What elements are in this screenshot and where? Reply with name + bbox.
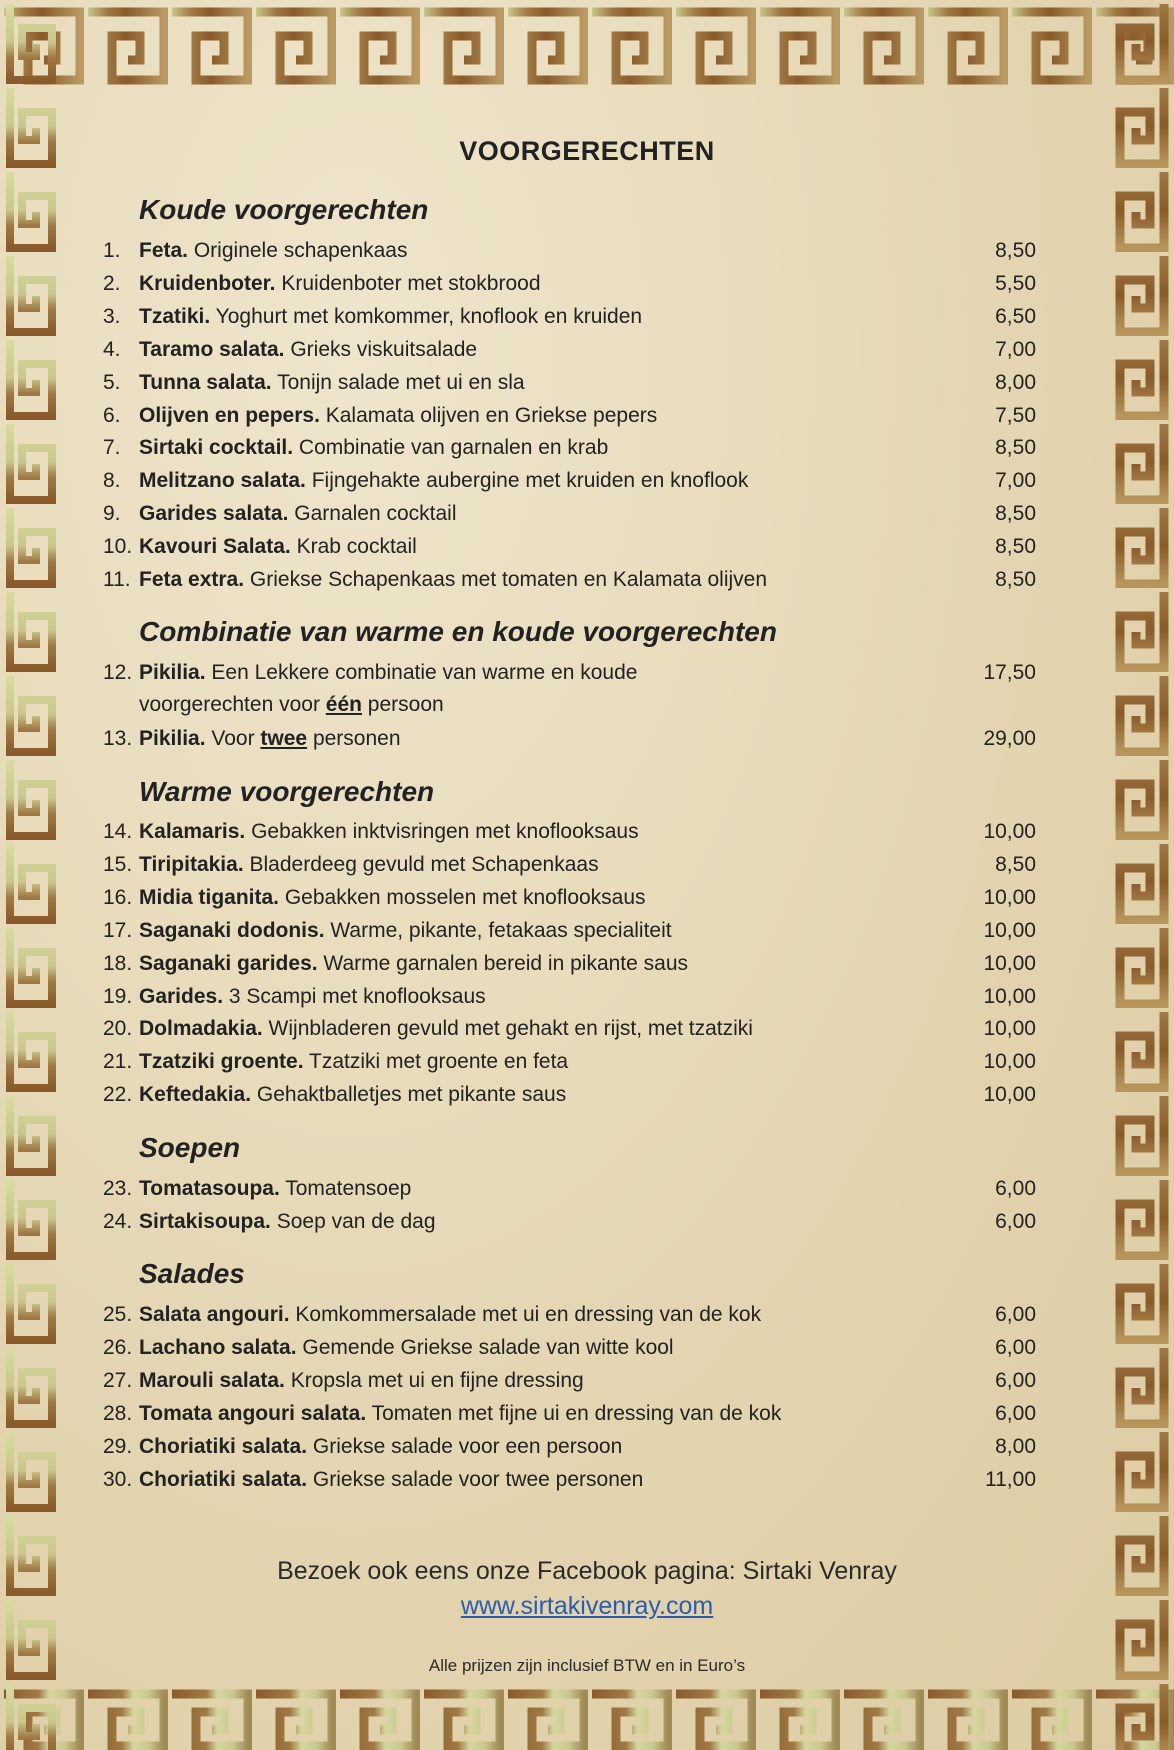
item-description: Fijngehakte aubergine met kruiden en knoflook (305, 469, 749, 493)
item-name: Garides salata. (139, 502, 289, 526)
item-number: 28. (103, 1401, 133, 1425)
item-name: Tomata angouri salata. (139, 1401, 367, 1425)
item-number: 18. (103, 951, 133, 975)
item-price: 10,00 (983, 1017, 1036, 1041)
item-description: Grieks viskuitsalade (284, 337, 478, 361)
menu-item (103, 334, 1036, 366)
item-description: Yoghurt met komkommer, knoflook en kruiden (210, 304, 643, 328)
item-description: Een Lekkere combinatie van warme en koude (205, 661, 638, 684)
item-price: 11,00 (985, 1467, 1036, 1491)
item-description: Tzatziki met groente en feta (303, 1050, 569, 1074)
item-description: Kropsla met ui en fijne dressing (284, 1368, 584, 1392)
menu-item (103, 1206, 1036, 1238)
item-number: 15. (103, 852, 133, 876)
menu-item (103, 915, 1036, 947)
section-heading-combinatie: Combinatie van warme en koude voorgerechten (139, 616, 777, 647)
item-name: Lachano salata. (139, 1335, 297, 1359)
item-price: 10,00 (983, 820, 1036, 843)
item-price: 8,50 (995, 852, 1036, 876)
item-price: 8,50 (995, 535, 1036, 559)
section-heading-koude: Koude voorgerechten (139, 194, 429, 225)
item-name: Saganaki garides. (139, 951, 318, 975)
item-price: 29,00 (983, 727, 1036, 750)
item-price: 5,50 (995, 271, 1036, 295)
menu-item (103, 1173, 1036, 1205)
item-number: 30. (103, 1467, 133, 1491)
item-name: Choriatiki salata. (139, 1467, 308, 1491)
item-number: 10. (103, 535, 133, 559)
menu-item (103, 981, 1036, 1013)
item-price: 10,00 (983, 918, 1036, 942)
item-description: Originele schapenkaas (188, 239, 408, 262)
menu-item (103, 531, 1036, 563)
item-number: 4. (103, 337, 121, 361)
item-price: 8,50 (995, 436, 1036, 460)
menu-item (103, 948, 1036, 980)
menu-item (103, 1046, 1036, 1078)
item-name: Olijven en pepers. (139, 403, 320, 427)
item-name: Garides. (139, 984, 224, 1008)
menu-item (103, 657, 1036, 721)
item-number: 12. (103, 661, 133, 684)
price-note: Alle prijzen zijn inclusief BTW en in Euro’s (428, 1656, 746, 1675)
item-number: 7. (103, 436, 121, 460)
menu-item (103, 432, 1036, 464)
item-description: Gehaktballetjes met pikante saus (251, 1083, 567, 1107)
menu-item (103, 1398, 1036, 1430)
item-description: Komkommersalade met ui en dressing van de kok (289, 1303, 762, 1326)
item-price: 8,50 (995, 568, 1036, 591)
item-number: 2. (103, 271, 121, 295)
item-number: 27. (103, 1368, 133, 1392)
underlined-word: twee (260, 727, 308, 750)
item-price: 7,00 (995, 337, 1036, 361)
item-description: Tomaten met fijne ui en dressing van de kok (366, 1401, 782, 1425)
facebook-text: Bezoek ook eens onze Facebook pagina: Sirtaki Venray (277, 1557, 897, 1585)
item-number: 5. (103, 370, 121, 394)
item-number: 1. (103, 239, 121, 262)
menu-item (103, 849, 1036, 881)
item-number: 6. (103, 403, 121, 427)
menu-item (103, 723, 1036, 755)
menu-item (103, 816, 1036, 848)
item-name: Keftedakia. (139, 1083, 252, 1107)
item-description: Kruidenboter met stokbrood (275, 271, 541, 295)
item-number: 26. (103, 1335, 133, 1359)
item-name: Tzatziki groente. (139, 1050, 304, 1074)
item-name: Dolmadakia. (139, 1017, 263, 1041)
item-description: 3 Scampi met knoflooksaus (223, 984, 486, 1008)
item-price: 6,00 (995, 1209, 1036, 1233)
item-number: 17. (103, 918, 133, 942)
item-description: Bladerdeeg gevuld met Schapenkaas (243, 852, 599, 876)
item-number: 13. (103, 727, 133, 750)
menu-item (103, 882, 1036, 914)
menu-item (103, 1013, 1036, 1045)
item-description: Krab cocktail (290, 535, 417, 559)
menu-item (103, 564, 1036, 596)
menu-item (103, 1464, 1036, 1496)
item-price: 6,00 (995, 1401, 1036, 1425)
item-name: Sirtaki cocktail. (139, 436, 294, 460)
section-heading-soepen: Soepen (139, 1132, 241, 1163)
menu-item (103, 367, 1036, 399)
menu-item (103, 1079, 1036, 1111)
item-price: 10,00 (983, 1083, 1036, 1107)
item-number: 29. (103, 1434, 133, 1458)
item-number: 11. (103, 568, 131, 591)
menu-item (103, 465, 1036, 497)
item-name: Melitzano salata. (139, 469, 306, 493)
item-name: Kruidenboter. (139, 271, 276, 295)
menu-item (103, 268, 1036, 300)
menu-item (103, 301, 1036, 333)
website-link[interactable]: www.sirtakivenray.com (460, 1592, 714, 1620)
item-name: Feta extra. (139, 568, 245, 591)
item-name: Pikilia. (139, 661, 206, 684)
item-price: 8,00 (995, 1434, 1036, 1458)
item-price: 8,50 (995, 502, 1036, 526)
item-description-end: persoon (361, 693, 444, 716)
item-price: 6,50 (995, 304, 1036, 328)
underlined-word: één (325, 693, 362, 716)
item-number: 21. (103, 1050, 133, 1074)
item-price: 10,00 (983, 885, 1036, 909)
item-description: Combinatie van garnalen en krab (293, 436, 609, 460)
item-price: 7,00 (995, 469, 1036, 493)
item-name: Taramo salata. (139, 337, 285, 361)
item-number: 22. (103, 1083, 133, 1107)
item-description: Garnalen cocktail (288, 502, 457, 526)
item-price: 6,00 (995, 1368, 1036, 1392)
item-price: 6,00 (995, 1303, 1036, 1326)
item-name: Marouli salata. (139, 1368, 285, 1392)
item-price: 6,00 (995, 1335, 1036, 1359)
item-price: 8,00 (995, 370, 1036, 394)
item-price: 7,50 (995, 403, 1036, 427)
item-description: Warme garnalen bereid in pikante saus (317, 951, 689, 975)
item-description: Griekse Schapenkaas met tomaten en Kalamata olijven (244, 568, 768, 591)
menu-item (103, 400, 1036, 432)
item-number: 8. (103, 469, 121, 493)
item-description: Gebakken inktvisringen met knoflooksaus (245, 820, 639, 843)
item-description-end: personen (307, 727, 401, 750)
menu-item (103, 1299, 1036, 1331)
item-price: 17,50 (983, 661, 1036, 684)
item-name: Saganaki dodonis. (139, 918, 325, 942)
item-description: Griekse salade voor een persoon (307, 1434, 623, 1458)
menu-item (103, 235, 1036, 267)
page-title: VOORGERECHTEN (459, 136, 715, 166)
item-number: 16. (103, 885, 133, 909)
menu-item (103, 1365, 1036, 1397)
item-price: 10,00 (983, 1050, 1036, 1074)
item-number: 9. (103, 502, 121, 526)
section-heading-warme: Warme voorgerechten (139, 776, 435, 807)
item-price: 10,00 (983, 951, 1036, 975)
item-name: Feta. (139, 239, 189, 262)
item-price: 10,00 (983, 984, 1036, 1008)
item-number: 25. (103, 1303, 133, 1326)
item-description: Gemende Griekse salade van witte kool (296, 1335, 674, 1359)
item-number: 3. (103, 304, 121, 328)
item-description: Warme, pikante, fetakaas specialiteit (324, 918, 672, 942)
item-description: Tonijn salade met ui en sla (271, 370, 525, 394)
item-name: Pikilia. (139, 727, 206, 750)
item-description: Kalamata olijven en Griekse pepers (319, 403, 658, 427)
item-name: Choriatiki salata. (139, 1434, 308, 1458)
item-name: Tunna salata. (139, 370, 272, 394)
menu-item (103, 498, 1036, 530)
item-description: Tomatensoep (279, 1177, 412, 1200)
item-name: Tomatasoupa. (139, 1177, 280, 1200)
item-price: 8,50 (995, 239, 1036, 262)
item-number: 23. (103, 1177, 133, 1200)
item-number: 19. (103, 984, 133, 1008)
item-number: 14. (103, 820, 133, 843)
item-number: 20. (103, 1017, 133, 1041)
item-name: Kavouri Salata. (139, 535, 291, 559)
menu-item (103, 1431, 1036, 1463)
item-description: Wijnbladeren gevuld met gehakt en rijst, met tzatziki (262, 1017, 753, 1041)
item-description: Voor (205, 727, 261, 750)
item-description-line2: voorgerechten voor (139, 693, 326, 716)
item-number: 24. (103, 1209, 133, 1233)
item-description: Gebakken mosselen met knoflooksaus (279, 885, 646, 909)
item-description: Soep van de dag (270, 1209, 436, 1233)
item-name: Kalamaris. (139, 820, 246, 843)
item-price: 6,00 (995, 1177, 1036, 1200)
item-name: Midia tiganita. (139, 885, 280, 909)
item-name: Tzatiki. (139, 304, 211, 328)
item-name: Tiripitakia. (139, 852, 244, 876)
item-description: Griekse salade voor twee personen (307, 1467, 644, 1491)
item-name: Salata angouri. (139, 1303, 290, 1326)
menu-item (103, 1332, 1036, 1364)
section-heading-salades: Salades (139, 1258, 245, 1289)
item-name: Sirtakisoupa. (139, 1209, 271, 1233)
